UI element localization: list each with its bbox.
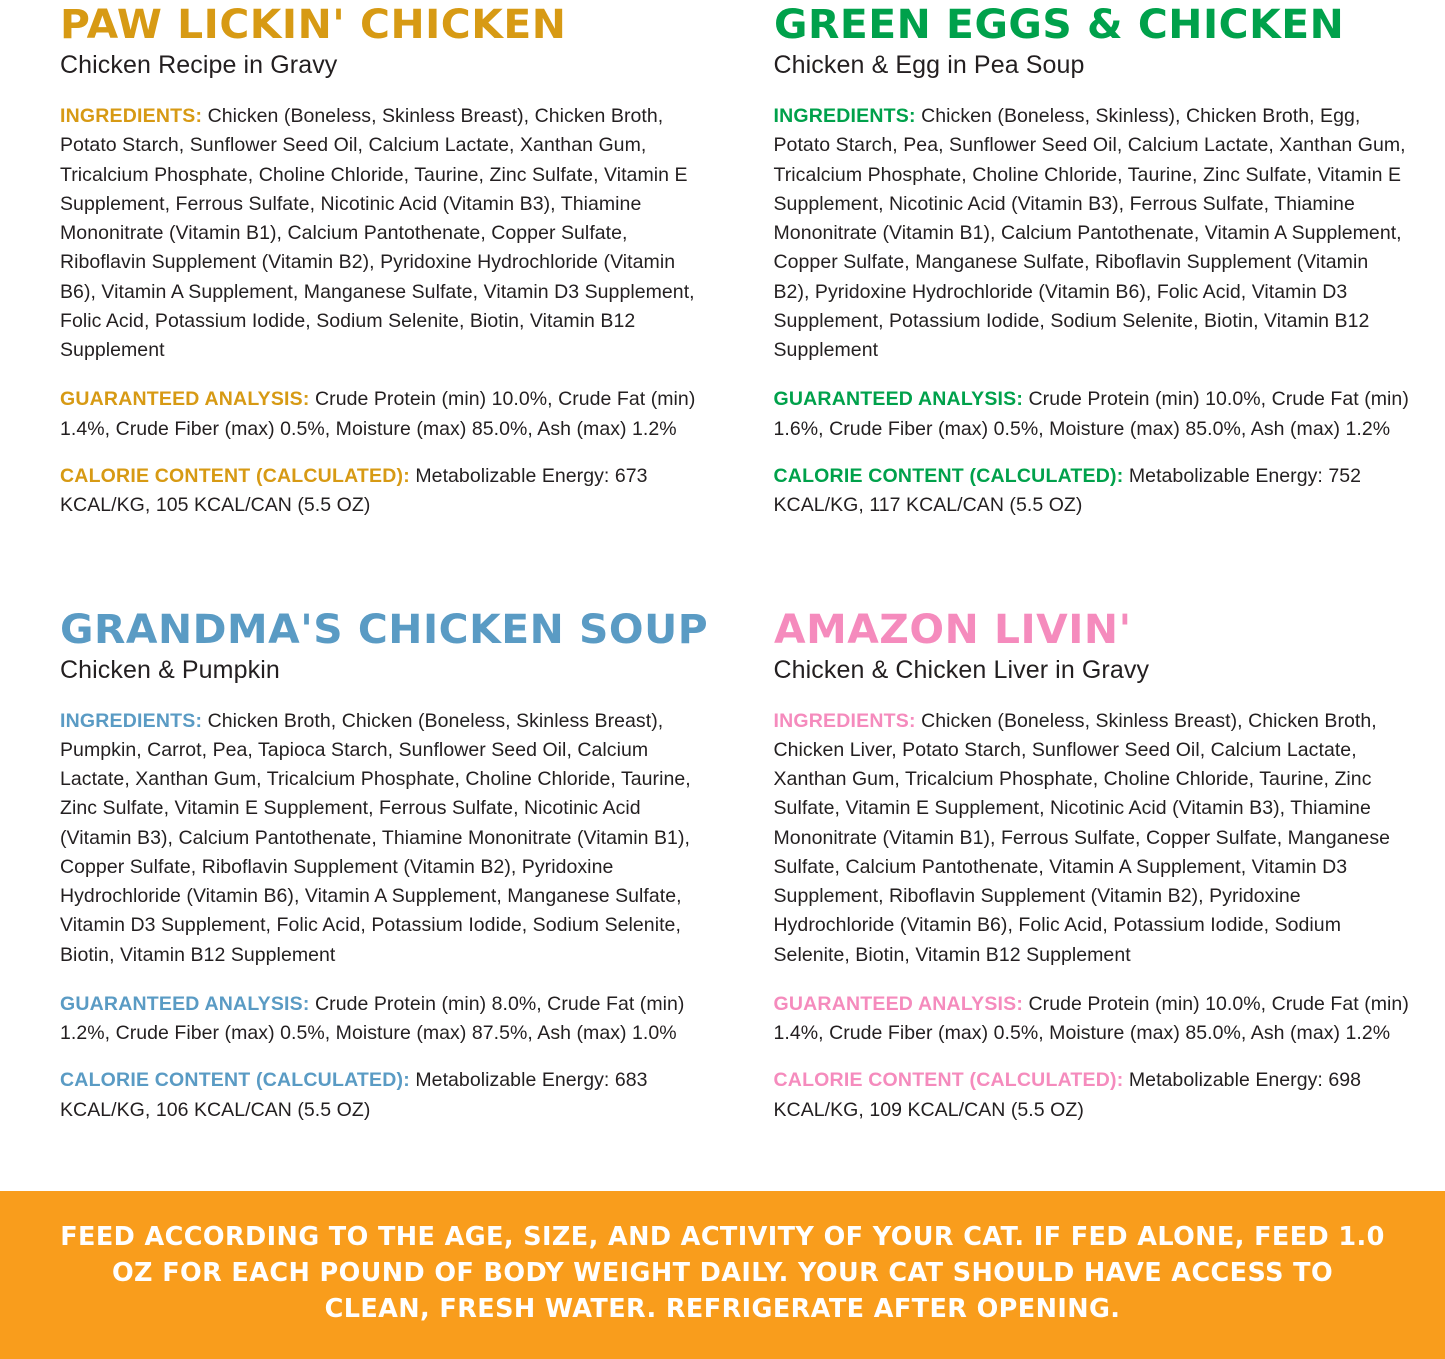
calorie-content-label: CALORIE CONTENT (CALCULATED): bbox=[60, 1069, 410, 1092]
calorie-content-text: Metabolizable Energy: 752 KCAL/KG, 117 KCAL/CAN (5.5 OZ) bbox=[773, 464, 1362, 516]
calorie-content-block bbox=[774, 1066, 1410, 1125]
calorie-content-text: Metabolizable Energy: 698 KCAL/KG, 109 KCAL/CAN (5.5 OZ) bbox=[773, 1069, 1362, 1121]
guaranteed-analysis-block bbox=[774, 385, 1410, 444]
ingredients-block bbox=[774, 102, 1410, 365]
recipe-title: GRANDMA'S CHICKEN SOUP bbox=[60, 606, 709, 653]
calorie-content-text: Metabolizable Energy: 673 KCAL/KG, 105 KCAL/CAN (5.5 OZ) bbox=[60, 464, 648, 516]
guaranteed-analysis-block bbox=[60, 990, 704, 1049]
feeding-instructions-banner bbox=[0, 1191, 1445, 1359]
recipe-subtitle: Chicken Recipe in Gravy bbox=[60, 51, 338, 79]
ingredients-text: Chicken (Boneless, Skinless), Chicken Broth, Egg, Potato Starch, Pea, Sunflower Seed Oil, Calcium Lactate, Xanthan Gum, Tricalcium Phosphate, Choline Chloride, Taurine, Zinc Sulfate, Vitamin E Supplement, Nicotinic Acid (Vitamin B3), Ferrous Sulfate, Thiamine Mononitrate (Vitamin B1), Calcium Pantothenate, Vitamin A Supplement, Copper Sulfate, Manganese Sulfate, Riboflavin Supplement (Vitamin B2), Pyridoxine Hydrochloride (Vitamin B6), Folic Acid, Vitamin D3 Supplement, Potassium Iodide, Sodium Selenite, Biotin, Vitamin B12 Supplement bbox=[773, 105, 1406, 361]
calorie-content-block bbox=[60, 462, 704, 521]
guaranteed-analysis-label: GUARANTEED ANALYSIS: bbox=[60, 992, 310, 1015]
calorie-content-label: CALORIE CONTENT (CALCULATED): bbox=[60, 464, 410, 487]
ingredients-label: INGREDIENTS: bbox=[60, 709, 203, 732]
recipe-subtitle: Chicken & Egg in Pea Soup bbox=[773, 51, 1085, 79]
guaranteed-analysis-text: Crude Protein (min) 10.0%, Crude Fat (min) 1.4%, Crude Fiber (max) 0.5%, Moisture (max) 85.0%, Ash (max) 1.2% bbox=[773, 992, 1409, 1044]
guaranteed-analysis-label: GUARANTEED ANALYSIS: bbox=[773, 388, 1024, 411]
ingredients-label: INGREDIENTS: bbox=[773, 709, 916, 732]
ingredients-label: INGREDIENTS: bbox=[773, 105, 916, 127]
calorie-content-block bbox=[774, 462, 1410, 521]
ingredients-block bbox=[60, 102, 704, 365]
calorie-content-label: CALORIE CONTENT (CALCULATED): bbox=[773, 464, 1124, 487]
guaranteed-analysis-block bbox=[774, 990, 1410, 1049]
guaranteed-analysis-text: Crude Protein (min) 10.0%, Crude Fat (min) 1.4%, Crude Fiber (max) 0.5%, Moisture (max) 85.0%, Ash (max) 1.2% bbox=[60, 388, 696, 440]
recipe-panel-paw-lickin-chicken bbox=[60, 0, 704, 587]
guaranteed-analysis-label: GUARANTEED ANALYSIS: bbox=[60, 388, 310, 411]
recipe-title: AMAZON LIVIN' bbox=[773, 606, 1132, 653]
ingredients-text: Chicken Broth, Chicken (Boneless, Skinless Breast), Pumpkin, Carrot, Pea, Tapioca Starch, Sunflower Seed Oil, Calcium Lactate, Xanthan Gum, Tricalcium Phosphate, Choline Chloride, Taurine, Zinc Sulfate, Vitamin E Supplement, Ferrous Sulfate, Nicotinic Acid (Vitamin B3), Calcium Pantothenate, Thiamine Mononitrate (Vitamin B1), Copper Sulfate, Riboflavin Supplement (Vitamin B2), Pyridoxine Hydrochloride (Vitamin B6), Vitamin A Supplement, Manganese Sulfate, Vitamin D3 Supplement, Folic Acid, Potassium Iodide, Sodium Selenite, Biotin, Vitamin B12 Supplement bbox=[60, 709, 691, 966]
guaranteed-analysis-block bbox=[60, 385, 704, 444]
ingredients-text: Chicken (Boneless, Skinless Breast), Chicken Broth, Chicken Liver, Potato Starch, Sunflower Seed Oil, Calcium Lactate, Xanthan Gum, Tricalcium Phosphate, Choline Chloride, Taurine, Zinc Sulfate, Vitamin E Supplement, Nicotinic Acid (Vitamin B3), Thiamine Mononitrate (Vitamin B1), Ferrous Sulfate, Copper Sulfate, Manganese Sulfate, Calcium Pantothenate, Vitamin A Supplement, Vitamin D3 Supplement, Riboflavin Supplement (Vitamin B2), Pyridoxine Hydrochloride (Vitamin B6), Folic Acid, Potassium Iodide, Sodium Selenite, Biotin, Vitamin B12 Supplement bbox=[773, 709, 1391, 966]
ingredients-block bbox=[774, 707, 1410, 970]
ingredients-text: Chicken (Boneless, Skinless Breast), Chicken Broth, Potato Starch, Sunflower Seed Oil, Calcium Lactate, Xanthan Gum, Tricalcium Phosphate, Choline Chloride, Taurine, Zinc Sulfate, Vitamin E Supplement, Ferrous Sulfate, Nicotinic Acid (Vitamin B3), Thiamine Mononitrate (Vitamin B1), Calcium Pantothenate, Copper Sulfate, Riboflavin Supplement (Vitamin B2), Pyridoxine Hydrochloride (Vitamin B6), Vitamin A Supplement, Manganese Sulfate, Vitamin D3 Supplement, Folic Acid, Potassium Iodide, Sodium Selenite, Biotin, Vitamin B12 Supplement bbox=[60, 105, 695, 361]
recipe-subtitle: Chicken & Chicken Liver in Gravy bbox=[773, 655, 1150, 684]
guaranteed-analysis-label: GUARANTEED ANALYSIS: bbox=[773, 992, 1024, 1015]
recipe-title: GREEN EGGS & CHICKEN bbox=[773, 2, 1344, 48]
calorie-content-text: Metabolizable Energy: 683 KCAL/KG, 106 KCAL/CAN (5.5 OZ) bbox=[60, 1069, 648, 1121]
recipe-subtitle: Chicken & Pumpkin bbox=[60, 655, 280, 684]
recipe-panel-grandmas-chicken-soup bbox=[60, 587, 709, 1192]
recipe-panel-amazon-livin bbox=[766, 587, 1410, 1192]
calorie-content-label: CALORIE CONTENT (CALCULATED): bbox=[773, 1069, 1124, 1092]
ingredients-block bbox=[60, 707, 704, 970]
guaranteed-analysis-text: Crude Protein (min) 10.0%, Crude Fat (min) 1.6%, Crude Fiber (max) 0.5%, Moisture (max) 85.0%, Ash (max) 1.2% bbox=[773, 388, 1409, 440]
recipe-panel-green-eggs-and-chicken bbox=[766, 0, 1410, 587]
guaranteed-analysis-text: Crude Protein (min) 8.0%, Crude Fat (min) 1.2%, Crude Fiber (max) 0.5%, Moisture (max) 87.5%, Ash (max) 1.0% bbox=[60, 992, 685, 1044]
calorie-content-block bbox=[60, 1066, 704, 1125]
recipe-title: PAW LICKIN' CHICKEN bbox=[60, 2, 567, 48]
ingredients-label: INGREDIENTS: bbox=[60, 105, 203, 127]
feeding-instructions-text: FEED ACCORDING TO THE AGE, SIZE, AND ACTIVITY OF YOUR CAT. IF FED ALONE, FEED 1.0 OZ FOR EACH POUND OF BODY WEIGHT DAILY. YOUR CAT SHOULD HAVE ACCESS TO CLEAN, FRESH WATER. REFRIGERATE AFTER OPENING. bbox=[60, 1221, 1385, 1325]
